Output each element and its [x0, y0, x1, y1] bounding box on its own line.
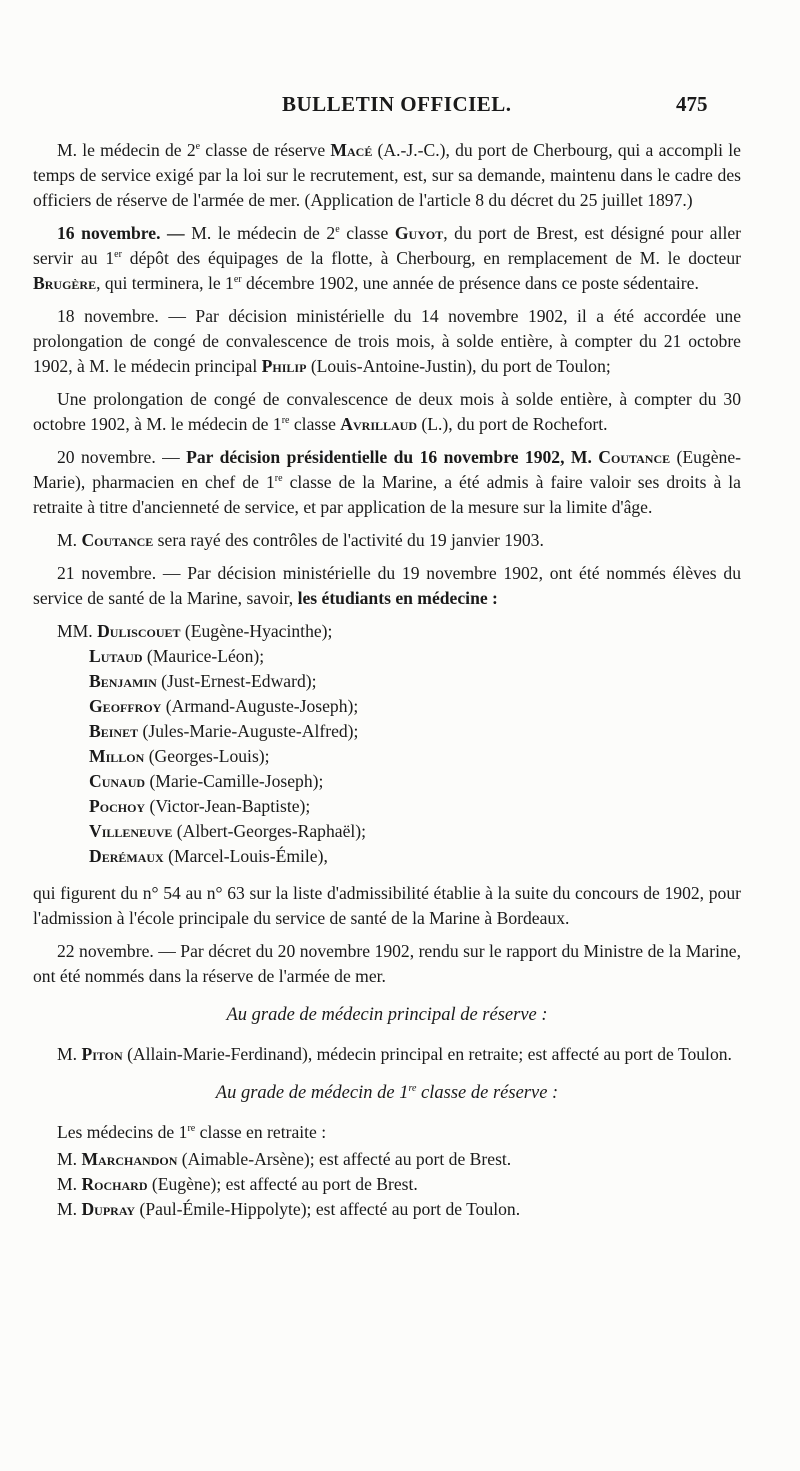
paragraph-decree: 22 novembre. — Par décret du 20 novembre 1902, rendu sur le rapport du Ministre de la Marine, ont été nommés dans la réserve de l'armée de mer. — [33, 941, 741, 986]
page-header — [0, 92, 800, 122]
list-item: Millon (Georges-Louis); — [89, 746, 270, 766]
list-item: Pochoy (Victor-Jean-Baptiste); — [89, 796, 311, 816]
paragraph-guyot: 16 novembre. — M. le médecin de 2e classe Guyot, du port de Brest, est désigné pour aller servir au 1er dépôt des équipages de la flotte, à Cherbourg, en remplacement de M. le docteur Brugère, qui terminera, le 1er décembre 1902, une année de présence dans ce poste sédentaire. — [33, 223, 742, 293]
paragraph-coutance-retirement: 20 novembre. — Par décision présidentielle du 16 novembre 1902, M. Coutance (Eugène-Marie), pharmacien en chef de 1re classe de la Marine, a été admis à faire valoir ses droits à la retraite à titre d'ancienneté de service, et par application de la mesure sur la limite d'âge. — [33, 447, 741, 517]
person-name: Piton — [81, 1044, 123, 1064]
retirees-list — [33, 1147, 741, 1222]
list-item: M. Rochard (Eugène); est affecté au port de Brest. — [57, 1174, 418, 1194]
person-name: Brugère — [33, 273, 97, 293]
person-name: Avrillaud — [340, 414, 417, 434]
paragraph-piton: M. Piton (Allain-Marie-Ferdinand), médecin principal en retraite; est affecté au port de Toulon. — [57, 1044, 732, 1064]
running-title: BULLETIN OFFICIEL. — [282, 92, 512, 116]
person-name: Coutance — [81, 530, 154, 550]
list-item: MM. Duliscouet (Eugène-Hyacinthe); — [57, 621, 333, 641]
paragraph-mace: M. le médecin de 2e classe de réserve Macé (A.-J.-C.), du port de Cherbourg, qui a accompli le temps de service exigé par la loi sur le recrutement, est, sur sa demande, maintenu dans le cadre des officiers de réserve de l'armée de mer. (Application de l'article 8 du décret du 25 juillet 1897.) — [33, 140, 741, 210]
list-item: Villeneuve (Albert-Georges-Raphaël); — [89, 821, 367, 841]
paragraph-philip: 18 novembre. — Par décision ministérielle du 14 novembre 1902, il a été accordée une prolongation de congé de convalescence de trois mois, à solde entière, à compter du 21 octobre 1902, à M. le médecin principal Philip (Louis-Antoine-Justin), du port de Toulon; — [33, 306, 741, 376]
person-name: Coutance — [598, 447, 671, 467]
list-item: Beinet (Jules-Marie-Auguste-Alfred); — [89, 721, 359, 741]
paragraph-avrillaud: Une prolongation de congé de convalescence de deux mois à solde entière, à compter du 30 octobre 1902, à M. le médecin de 1re classe Avrillaud (L.), du port de Rochefort. — [33, 389, 741, 434]
paragraph-admissibility: qui figurent du n° 54 au n° 63 sur la liste d'admissibilité établie à la suite du concours de 1902, pour l'admission à l'école principale du service de santé de la Marine à Bordeaux. — [33, 883, 741, 928]
paragraph-students-intro: 21 novembre. — Par décision ministérielle du 19 novembre 1902, ont été nommés élèves du service de santé de la Marine, savoir, les étudiants en médecine : — [33, 563, 741, 608]
person-name: Macé — [330, 140, 373, 160]
document-body — [33, 138, 741, 1234]
page-number: 475 — [676, 92, 708, 116]
section-heading: Au grade de médecin de 1re classe de réserve : — [215, 1082, 559, 1103]
person-name: Philip — [261, 356, 307, 376]
person-name: Guyot — [394, 223, 444, 243]
list-item: Benjamin (Just-Ernest-Edward); — [89, 671, 317, 691]
paragraph-retirees-intro: Les médecins de 1re classe en retraite : — [57, 1122, 327, 1142]
list-item: M. Dupray (Paul-Émile-Hippolyte); est affecté au port de Toulon. — [57, 1199, 521, 1219]
list-item: M. Marchandon (Aimable-Arsène); est affecté au port de Brest. — [57, 1149, 512, 1169]
list-item: Cunaud (Marie-Camille-Joseph); — [89, 771, 324, 791]
paragraph-coutance-removal: M. Coutance sera rayé des contrôles de l'activité du 19 janvier 1903. — [57, 530, 544, 550]
list-item: Derémaux (Marcel-Louis-Émile), — [89, 846, 328, 866]
list-item: Geoffroy (Armand-Auguste-Joseph); — [89, 696, 359, 716]
section-heading: Au grade de médecin principal de réserve : — [226, 1005, 548, 1025]
students-list — [33, 619, 741, 869]
list-item: Lutaud (Maurice-Léon); — [89, 646, 265, 666]
